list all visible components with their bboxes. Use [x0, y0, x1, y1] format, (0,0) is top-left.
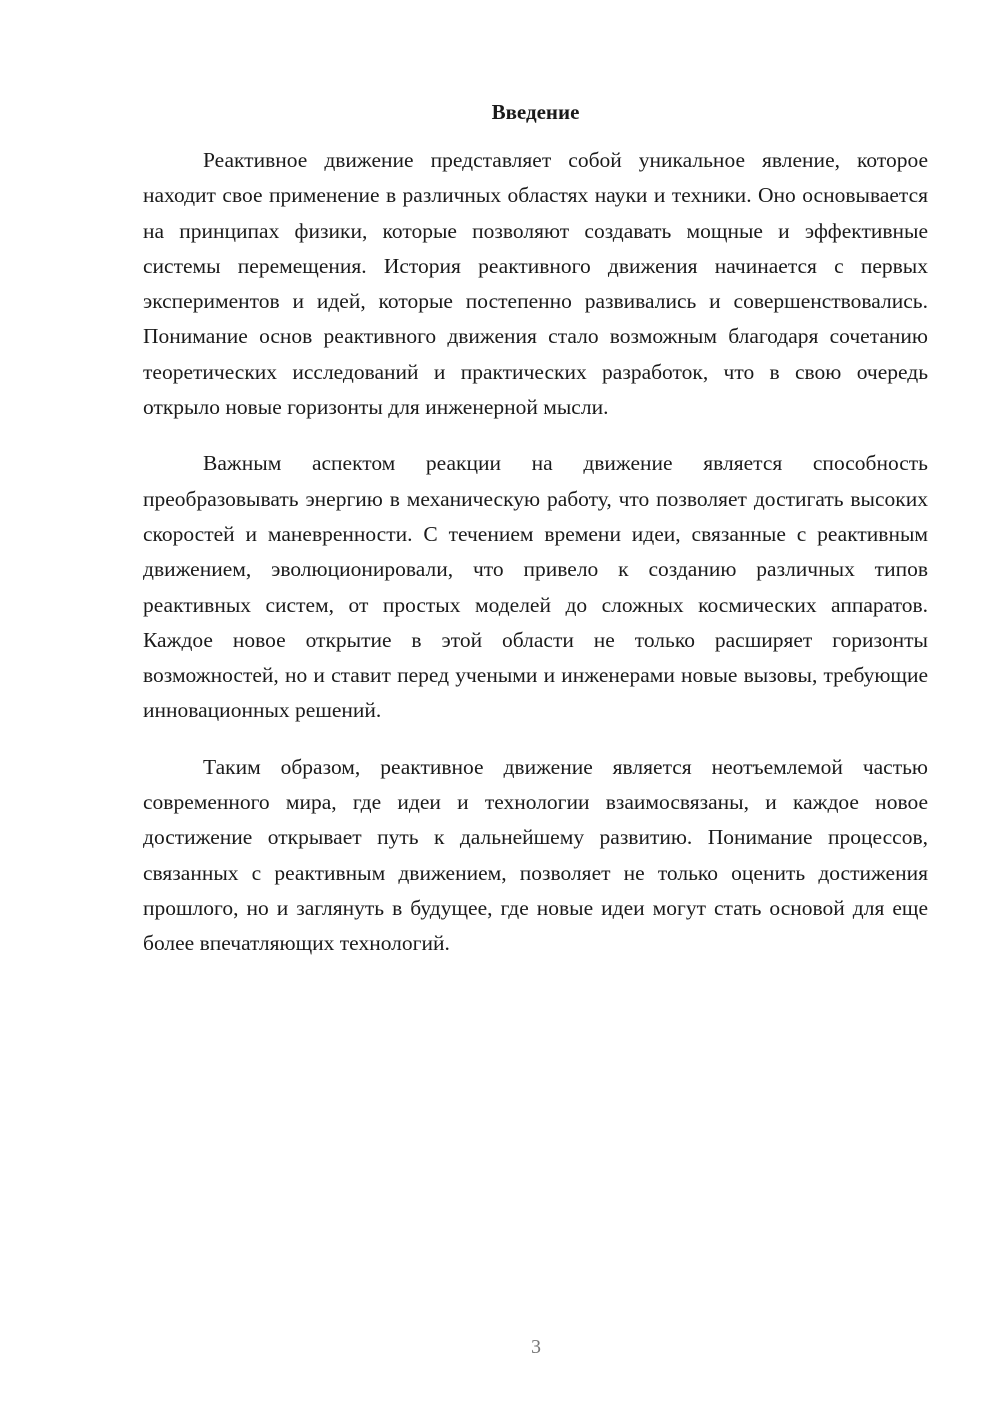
page-number: 3	[531, 1336, 541, 1358]
page-title: Введение	[491, 100, 580, 124]
paragraph-3: Таким образом, реактивное движение является неотъемлемой частью современного мира, где идеи и технологии взаимосвязаны, и каждое новое достижение открывает путь к дальнейшему развитию. Понимание процессов, связанных с реактивным движением, позволяет не только оценить достижения прошлого, но и заглянуть в будущее, где новые идеи могут стать основой для еще более впечатляющих технологий.	[143, 754, 928, 956]
paragraph-2: Важным аспектом реакции на движение является способность преобразовывать энергию в механическую работу, что позволяет достигать высоких скоростей и маневренности. С течением времени идеи, связанные с реактивным движением, эволюционировали, что привело к созданию различных типов реактивных систем, от простых моделей до сложных космических аппаратов. Каждое новое открытие в этой области не только расширяет горизонты возможностей, но и ставит перед учеными и инженерами новые вызовы, требующие инновационных решений.	[143, 451, 928, 723]
body-text	[143, 143, 928, 983]
paragraph-1: Реактивное движение представляет собой уникальное явление, которое находит свое применение в различных областях науки и техники. Оно основывается на принципах физики, которые позволяют создавать мощные и эффективные системы перемещения. История реактивного движения начинается с первых экспериментов и идей, которые постепенно развивались и совершенствовались. Понимание основ реактивного движения стало возможным благодаря сочетанию теоретических исследований и практических разработок, что в свою очередь открыло новые горизонты для инженерной мысли.	[143, 148, 928, 420]
